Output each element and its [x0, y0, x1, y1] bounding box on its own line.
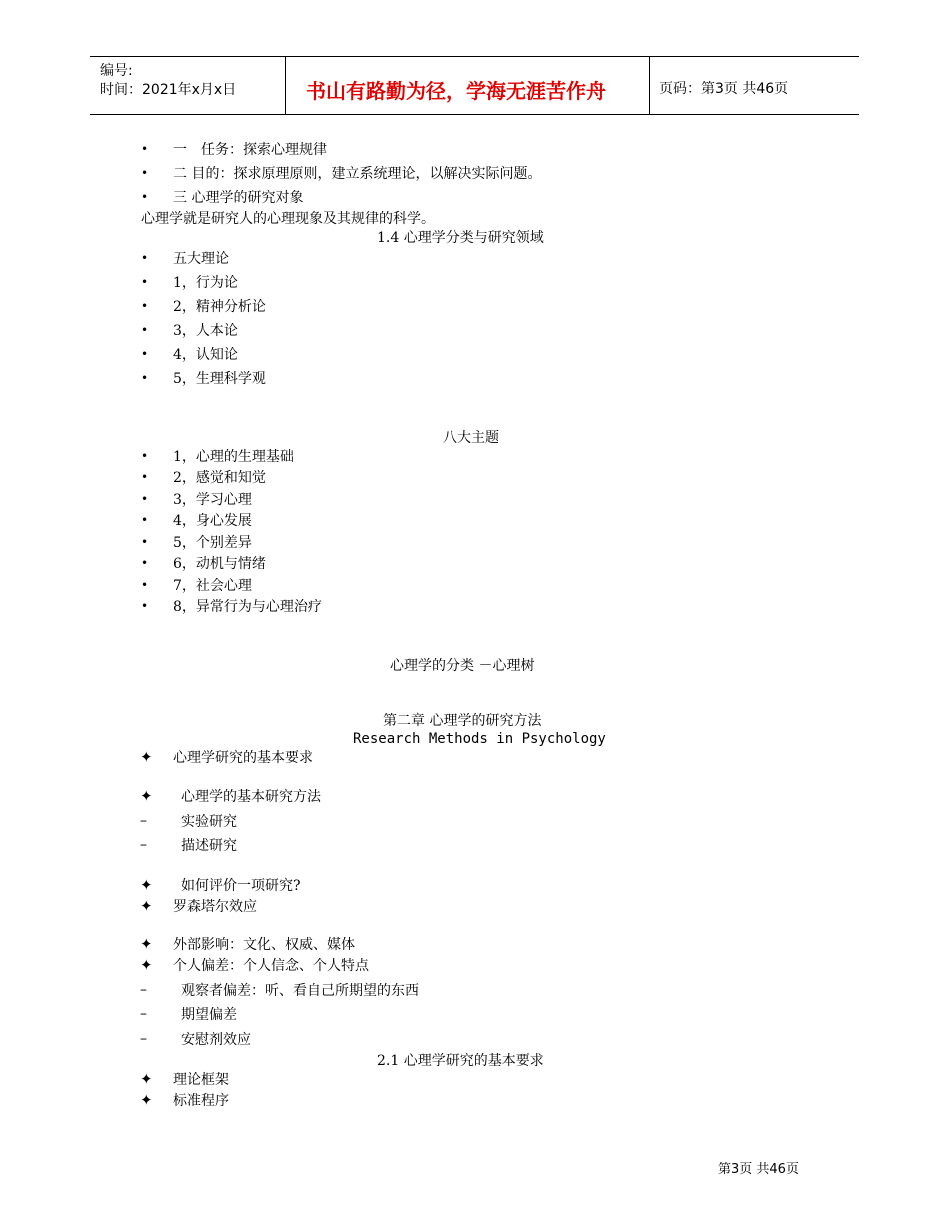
- list-item: 3，人本论: [173, 323, 238, 339]
- list-item: 2，感觉和知觉: [173, 470, 266, 486]
- list-item: 五大理论: [173, 251, 229, 267]
- header-motto: 书山有路勤为径，学海无涯苦作舟: [306, 79, 606, 103]
- dash-bullet: –: [140, 982, 147, 998]
- dash-bullet: –: [140, 837, 147, 853]
- psychology-tree-title: 心理学的分类 －心理树: [390, 658, 535, 674]
- star-bullet-icon: ✦: [140, 876, 153, 894]
- list-item: 如何评价一项研究?: [181, 878, 301, 894]
- list-item: 一 任务：探索心理规律: [173, 142, 327, 158]
- dash-bullet: –: [140, 813, 147, 829]
- star-bullet-icon: ✦: [140, 1070, 153, 1088]
- list-item: 5，生理科学观: [173, 371, 266, 387]
- list-item: 期望偏差: [181, 1007, 237, 1023]
- list-item: 描述研究: [181, 838, 237, 854]
- list-item: 1，行为论: [173, 275, 238, 291]
- section-heading-2-1: 2.1 心理学研究的基本要求: [377, 1053, 544, 1069]
- dash-bullet: –: [140, 1006, 147, 1022]
- star-bullet-icon: ✦: [140, 935, 153, 953]
- list-item: 外部影响：文化、权威、媒体: [173, 937, 355, 953]
- list-item: 实验研究: [181, 814, 237, 830]
- header-number-label: 编号:: [100, 63, 133, 79]
- header-divider-right: [649, 56, 650, 114]
- bullet-mark: •: [141, 513, 149, 527]
- star-bullet-icon: ✦: [140, 956, 153, 974]
- bullet-mark: •: [141, 556, 149, 570]
- dash-bullet: –: [140, 1031, 147, 1047]
- bullet-mark: •: [141, 190, 149, 204]
- bullet-mark: •: [141, 371, 149, 385]
- header-bottom-rule: [90, 114, 859, 115]
- list-item: 6，动机与情绪: [173, 556, 266, 572]
- list-item: 三 心理学的研究对象: [173, 190, 304, 206]
- list-item: 3，学习心理: [173, 492, 252, 508]
- bullet-mark: •: [141, 449, 149, 463]
- star-bullet-icon: ✦: [140, 897, 153, 915]
- list-item: 安慰剂效应: [181, 1032, 251, 1048]
- star-bullet-icon: ✦: [140, 787, 153, 805]
- bullet-mark: •: [141, 535, 149, 549]
- bullet-mark: •: [141, 251, 149, 265]
- bullet-mark: •: [141, 578, 149, 592]
- header-top-rule: [90, 56, 859, 57]
- list-item: 8，异常行为与心理治疗: [173, 599, 322, 615]
- star-bullet-icon: ✦: [140, 748, 153, 766]
- bullet-mark: •: [141, 347, 149, 361]
- bullet-mark: •: [141, 299, 149, 313]
- list-item: 心理学的基本研究方法: [181, 789, 321, 805]
- page-footer: 第3页 共46页: [718, 1162, 799, 1177]
- bullet-mark: •: [141, 492, 149, 506]
- header-page-label: 页码：第3页 共46页: [659, 81, 789, 97]
- list-item: 观察者偏差：听、看自己所期望的东西: [181, 983, 419, 999]
- star-bullet-icon: ✦: [140, 1091, 153, 1109]
- list-item: 罗森塔尔效应: [173, 899, 257, 915]
- list-item: 4，身心发展: [173, 513, 252, 529]
- chapter-title: 第二章 心理学的研究方法: [383, 713, 542, 729]
- list-item: 心理学研究的基本要求: [173, 750, 313, 766]
- header-time-label: 时间：2021年x月x日: [100, 82, 237, 98]
- definition-text: 心理学就是研究人的心理现象及其规律的科学。: [141, 211, 435, 227]
- chapter-subtitle: Research Methods in Psychology: [353, 731, 606, 747]
- bullet-mark: •: [141, 166, 149, 180]
- list-item: 个人偏差：个人信念、个人特点: [173, 958, 369, 974]
- eight-topics-title: 八大主题: [443, 430, 499, 446]
- list-item: 5，个别差异: [173, 535, 252, 551]
- list-item: 1，心理的生理基础: [173, 449, 294, 465]
- list-item: 7，社会心理: [173, 578, 252, 594]
- bullet-mark: •: [141, 599, 149, 613]
- bullet-mark: •: [141, 323, 149, 337]
- bullet-mark: •: [141, 142, 149, 156]
- list-item: 理论框架: [173, 1072, 229, 1088]
- bullet-mark: •: [141, 275, 149, 289]
- list-item: 标准程序: [173, 1093, 229, 1109]
- list-item: 4，认知论: [173, 347, 238, 363]
- bullet-mark: •: [141, 470, 149, 484]
- list-item: 2，精神分析论: [173, 299, 266, 315]
- section-heading-1-4: 1.4 心理学分类与研究领域: [377, 230, 544, 246]
- list-item: 二 目的：探求原理原则，建立系统理论，以解决实际问题。: [173, 166, 542, 182]
- header-divider-left: [285, 56, 286, 114]
